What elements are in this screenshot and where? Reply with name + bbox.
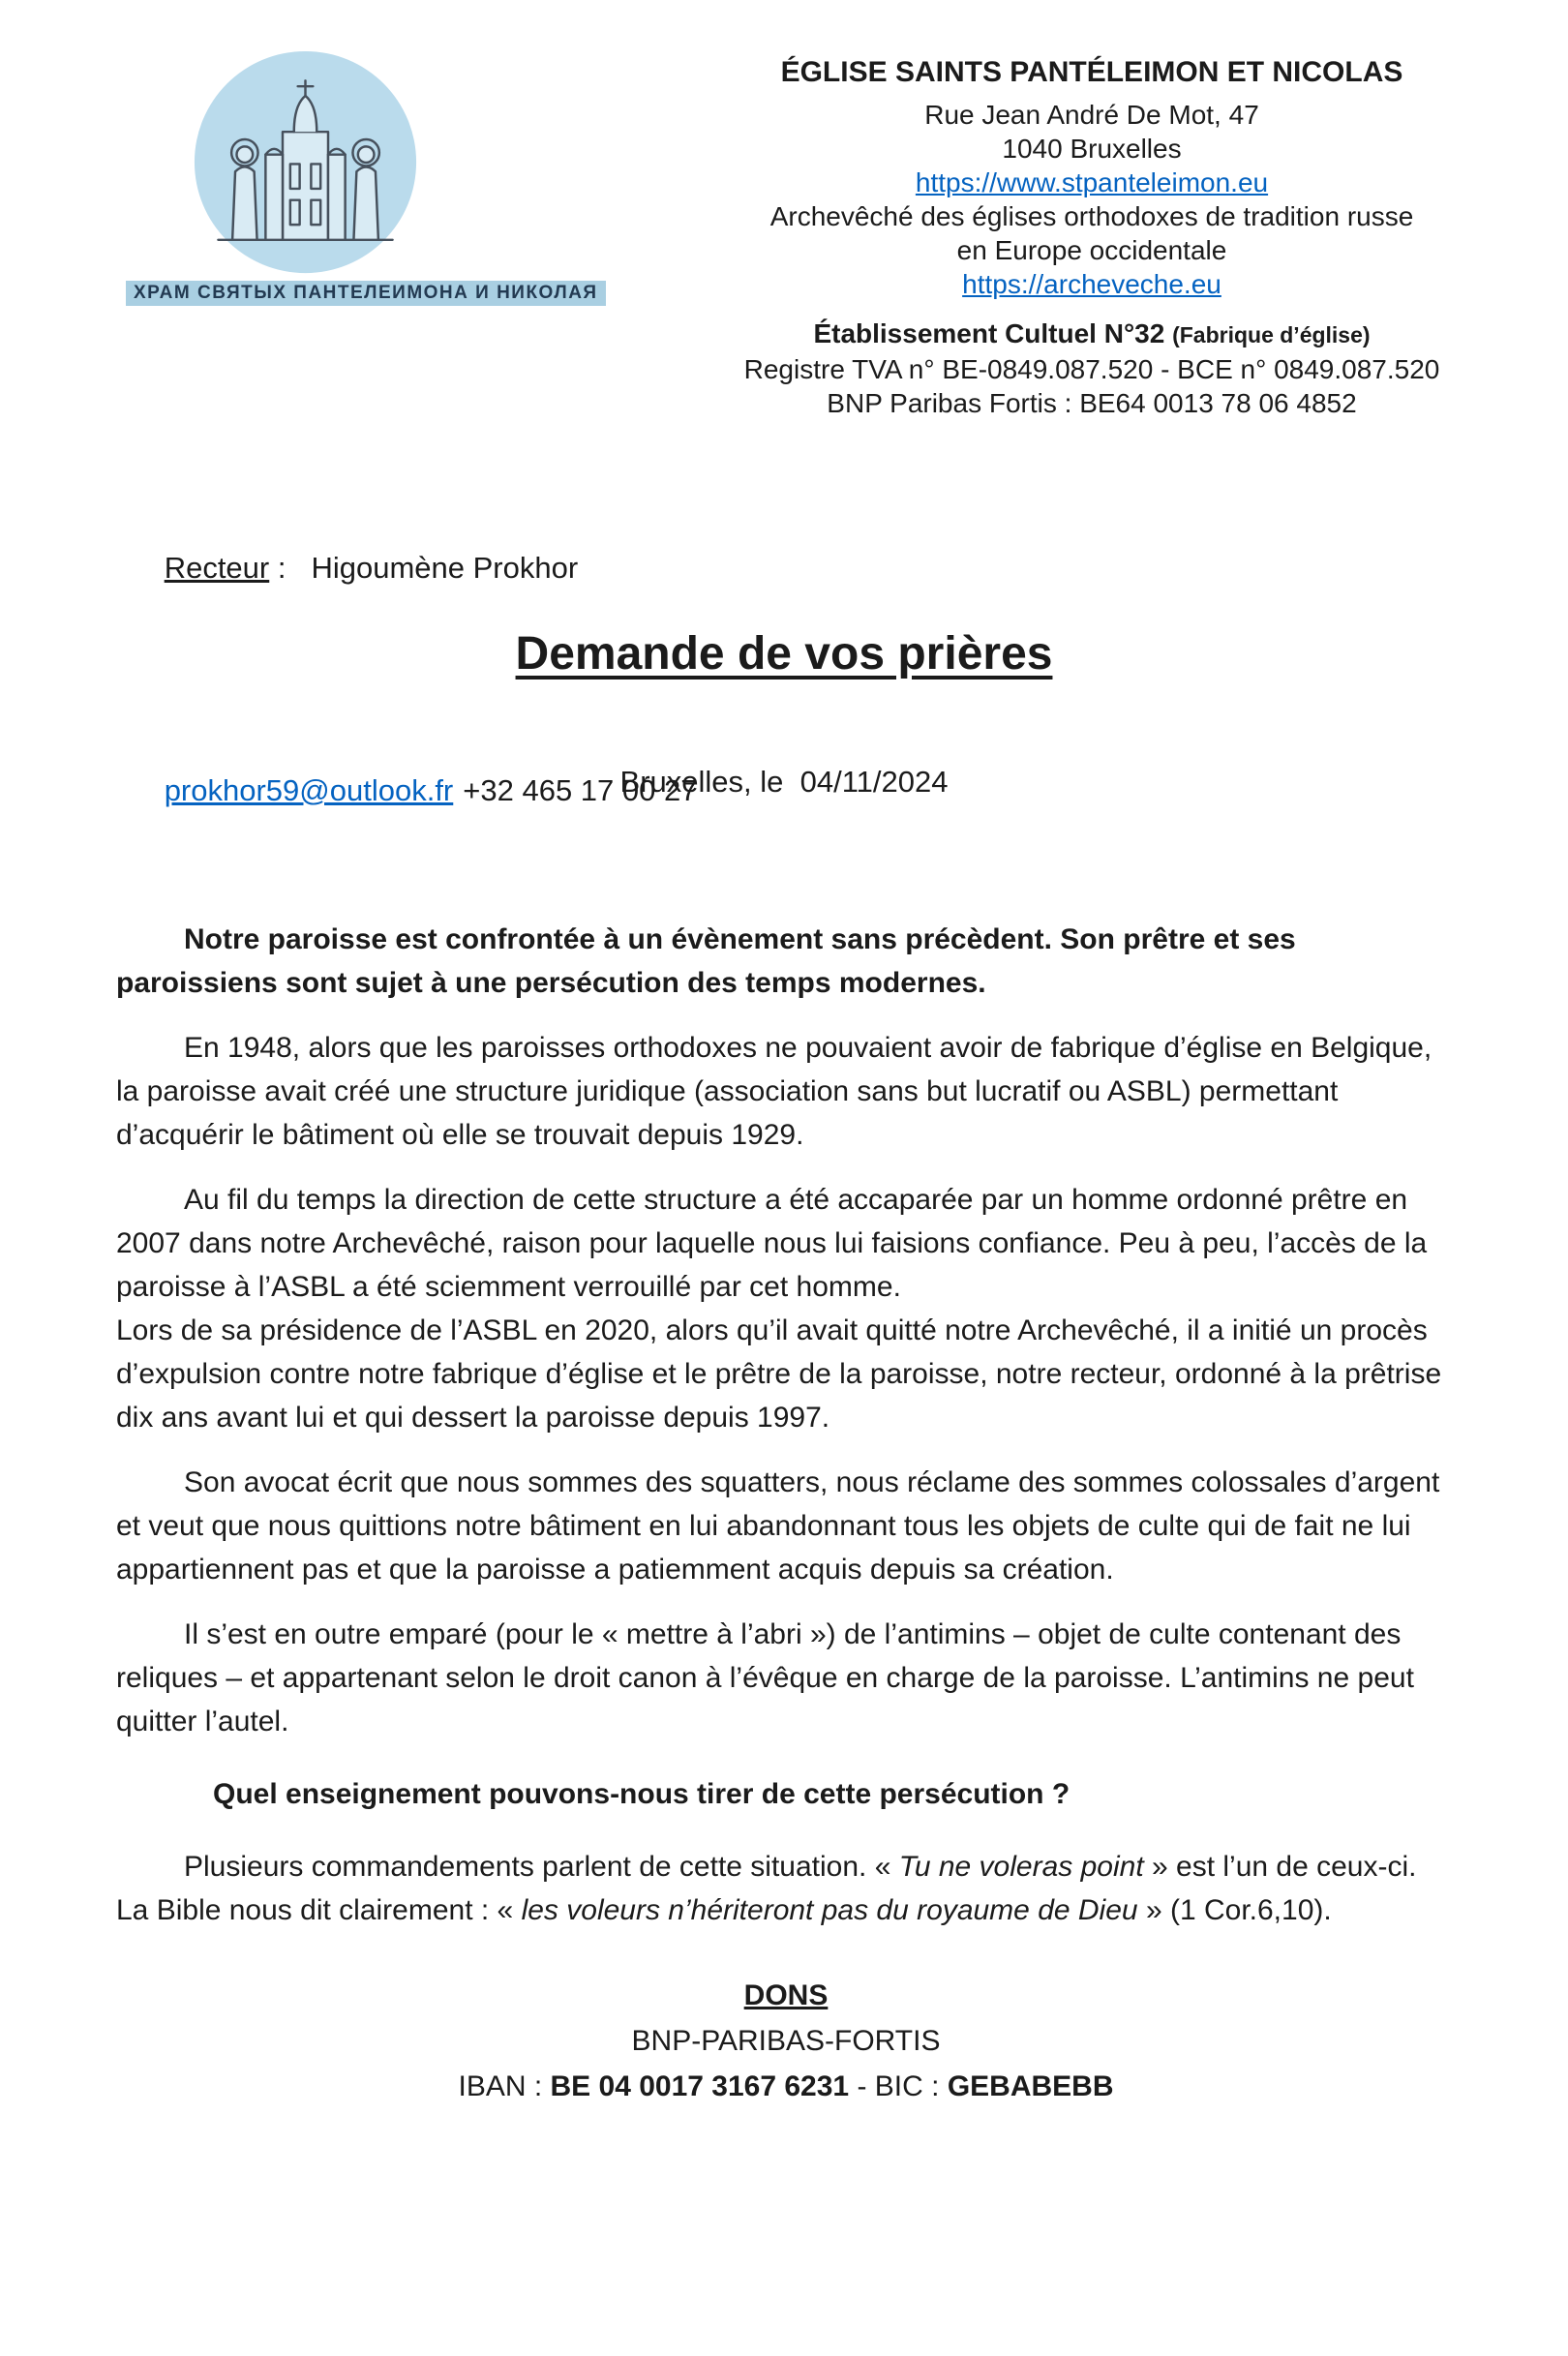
paragraph-avocat: Son avocat écrit que nous sommes des squatters, nous réclame des sommes colossales d’argent et veut que nous quittions notre bâtiment en lui abandonnant tous les objets de culte qui de fait ne lui appartiennent pas et que la paroisse a patiemment acquis depuis sa création. [116,1466,1440,1586]
paragraph-commandements [116,1845,1456,1932]
paragraph-intro: Notre paroisse est confrontée à un évènement sans précèdent. Son prêtre et ses paroissiens sont sujet à une persécution des temps modernes. [116,923,1296,999]
paragraph-presidence: Lors de sa présidence de l’ASBL en 2020, alors qu’il avait quitté notre Archevêché, il a initié un procès d’expulsion contre notre fabrique d’église et le prêtre de la paroisse, notre recteur, ordonné à la prêtrise dix ans avant lui et qui dessert la paroisse depuis 1997. [116,1314,1442,1434]
vat-line: Registre TVA n° BE-0849.087.520 - BCE n° 0849.087.520 [743,354,1440,384]
parish-logo-icon [192,48,419,276]
commandements-quote1: Tu ne voleras point [898,1851,1144,1883]
etablissement-line [618,317,1566,352]
paragraph-1948: En 1948, alors que les paroisses orthodoxes ne pouvaient avoir de fabrique d’église en Belgique, la paroisse avait créé une structure juridique (association sans but lucratif ou ASBL) permettant d’acquérir le bâtiment où elle se trouvait depuis 1929. [116,1032,1432,1151]
paragraph-question: Quel enseignement pouvons-nous tirer de cette persécution ? [213,1778,1070,1810]
iban-value: BE 04 0017 3167 6231 [550,2070,850,2102]
dons-bank: BNP-PARIBAS-FORTIS [631,2025,941,2057]
etablissement-note: (Fabrique d’église) [1172,322,1371,347]
org-name: ÉGLISE SAINTS PANTÉLEIMON ET NICOLAS [780,56,1403,88]
parish-logo-block [126,48,598,306]
rector-line [114,501,697,635]
dons-iban-line [116,2064,1456,2109]
rector-label: Recteur [164,551,270,585]
archdiocese-website-link[interactable]: https://archeveche.eu [962,269,1221,299]
commandements-seg3: » est l’un de ceux-ci. La Bible nous dit clairement : « [116,1851,1417,1926]
address-line-1: Rue Jean André De Mot, 47 [924,100,1259,130]
archdiocese-line-1: Archevêché des églises orthodoxes de tradition russe [769,201,1414,231]
paragraph-direction: Au fil du temps la direction de cette structure a été accaparée par un homme ordonné prêtre en 2007 dans notre Archevêché, raison pour laquelle nous lui faisions confiance. Peu à peu, l’accès de la paroisse à l’ASBL a été sciemment verrouillé par cet homme. [116,1184,1428,1303]
rector-colon: : [269,551,286,585]
paragraph-antimins: Il s’est en outre emparé (pour le « mettre à l’abri ») de l’antimins – objet de culte contenant des reliques – et appartenant selon le droit canon à l’évêque en charge de la paroisse. L’antimins ne peut quitter l’autel. [116,1618,1414,1737]
commandements-seg1: Plusieurs commandements parlent de cette situation. « [184,1851,899,1883]
bank-line: BNP Paribas Fortis : BE64 0013 78 06 4852 [827,388,1357,418]
letter-body [116,918,1456,2109]
archdiocese-line-2: en Europe occidentale [956,235,1227,265]
document-title: Demande de vos prières [515,628,1053,680]
parish-website-link[interactable]: https://www.stpanteleimon.eu [915,167,1269,197]
rector-name: Higoumène Prokhor [311,551,579,585]
rector-phone: +32 465 17 00 27 [463,773,698,807]
bic-value: GEBABEBB [947,2070,1114,2102]
iban-label: IBAN : [458,2070,551,2102]
rector-email-link[interactable]: prokhor59@outlook.fr [164,773,454,807]
address-line-2: 1040 Bruxelles [1002,134,1182,164]
logo-caption: ХРАМ СВЯТЫХ ПАНТЕЛЕИМОНА И НИКОЛАЯ [126,281,606,306]
commandements-seg5: » (1 Cor.6,10). [1137,1894,1332,1926]
bic-label: - BIC : [849,2070,948,2102]
etablissement-label: Établissement Cultuel N°32 [813,318,1173,348]
dateline: Bruxelles, le 04/11/2024 [619,765,949,799]
letterhead [618,53,1566,420]
dons-title: DONS [743,1979,829,2011]
commandements-quote2: les voleurs n’hériteront pas du royaume de Dieu [521,1894,1138,1926]
dons-section [116,1973,1456,2109]
